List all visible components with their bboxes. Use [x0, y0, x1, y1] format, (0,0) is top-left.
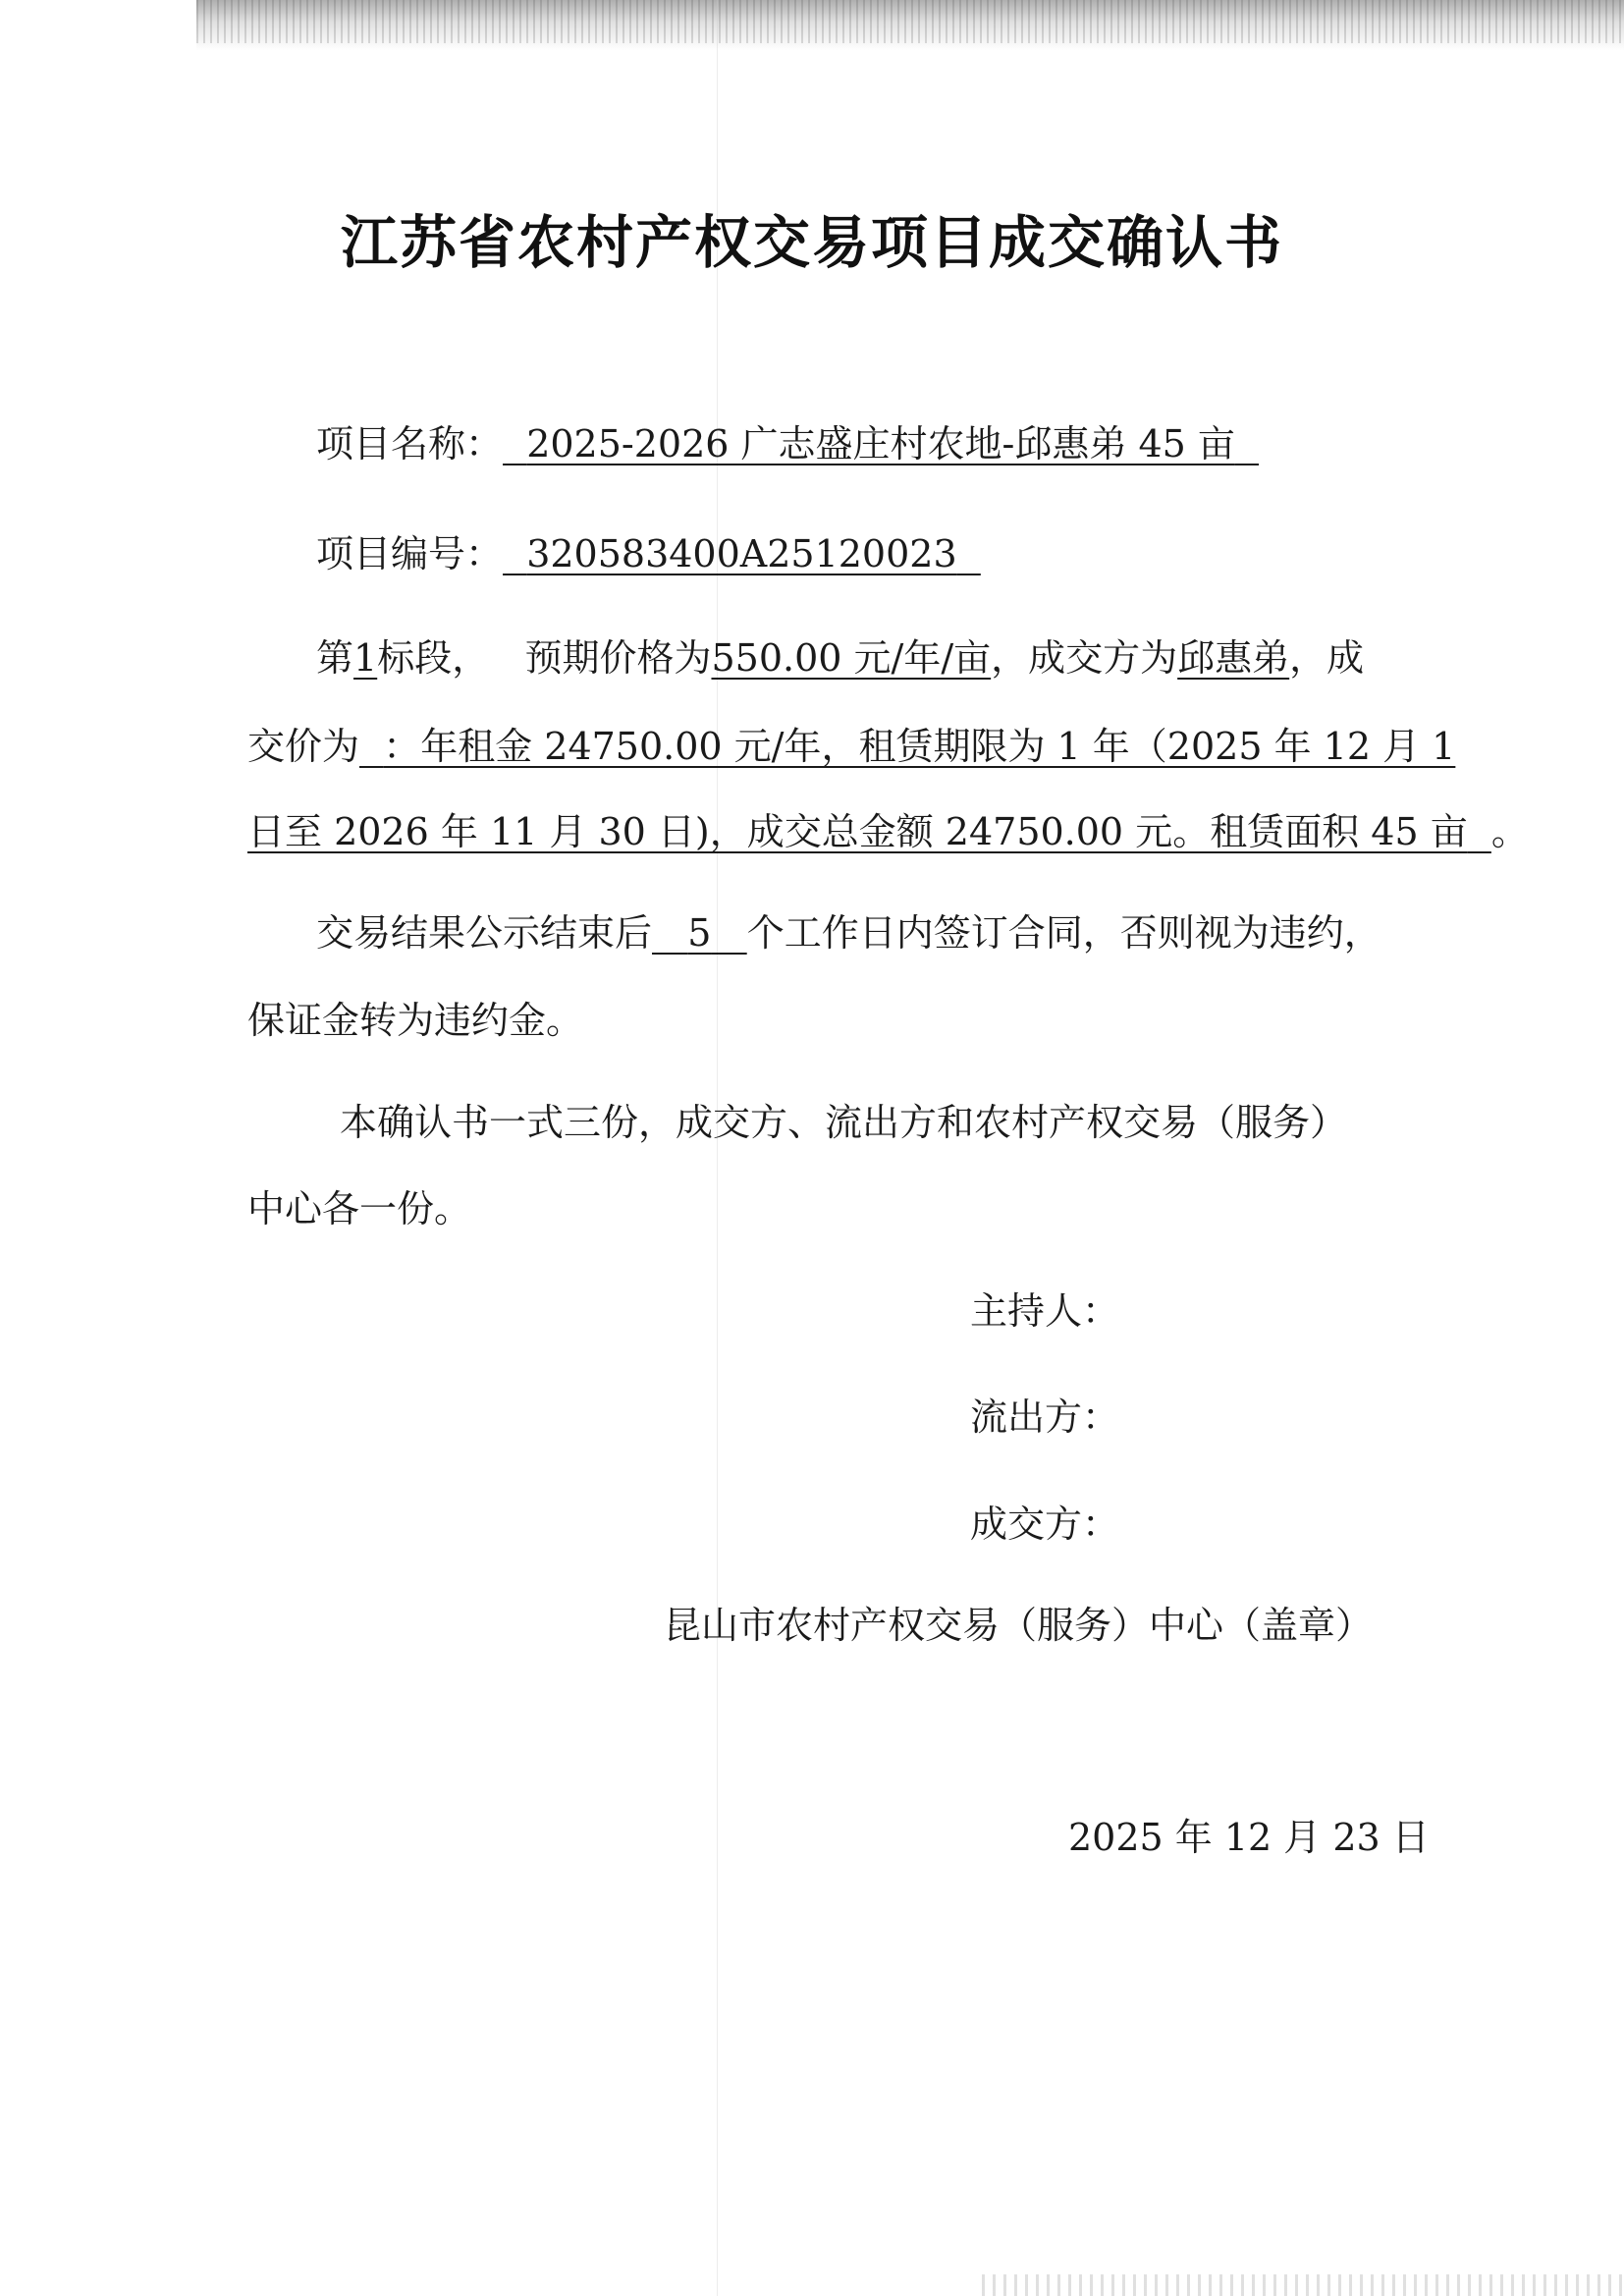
bid-prefix: 第	[316, 636, 354, 680]
deadline-prefix: 交易结果公示结束后	[316, 911, 653, 955]
project-code-line	[316, 529, 981, 578]
document-date: 2025 年 12 月 23 日	[1068, 1816, 1430, 1859]
buyer-name: 邱惠弟	[1177, 636, 1290, 680]
project-code-label: 项目编号：	[316, 532, 504, 575]
signature-transferor: 流出方：	[970, 1395, 1120, 1439]
buyer-label: ，成交方为	[991, 636, 1178, 680]
signature-buyer: 成交方：	[970, 1503, 1120, 1546]
result-detail-1: ：年租金 24750.00 元/年，租赁期限为 1 年（2025 年 12 月 1	[383, 725, 1456, 768]
project-name-line	[316, 419, 1259, 468]
paper-fold-line	[717, 0, 718, 2296]
deadline-line-2: 保证金转为违约金。	[247, 999, 584, 1042]
project-code-value: 320583400A25120023	[526, 532, 957, 575]
signature-host: 主持人：	[970, 1289, 1120, 1333]
copies-line-2: 中心各一份。	[247, 1187, 472, 1230]
section-number: 1	[353, 636, 378, 680]
copies-line-1: 本确认书一式三份，成交方、流出方和农村产权交易（服务）	[340, 1101, 1348, 1144]
bid-line	[316, 633, 1364, 683]
bid-line-end: ，成	[1289, 636, 1365, 680]
deadline-suffix: 个工作日内签订合同，否则视为违约，	[746, 911, 1381, 955]
result-line-1	[247, 722, 1455, 771]
section-suffix: 标段，	[377, 636, 490, 680]
result-detail-2: 日至 2026 年 11 月 30 日)，成交总金额 24750.00 元。租赁面积 45 亩	[247, 810, 1468, 853]
result-end: 。	[1490, 810, 1529, 853]
signature-center-seal: 昆山市农村产权交易（服务）中心（盖章）	[664, 1604, 1374, 1647]
deadline-days: 5	[687, 911, 712, 955]
result-line-2	[247, 807, 1529, 856]
project-name-value: 2025-2026 广志盛庄村农地-邱惠弟 45 亩	[526, 422, 1235, 465]
scan-noise-bottom	[982, 2274, 1624, 2296]
expected-price-value: 550.00 元/年/亩	[711, 636, 992, 680]
project-name-label: 项目名称：	[316, 422, 504, 465]
document-title: 江苏省农村产权交易项目成交确认书	[340, 209, 1283, 276]
scan-noise-top	[196, 0, 1624, 43]
result-prefix: 交价为	[247, 725, 360, 768]
deadline-line-1	[316, 908, 1381, 957]
expected-price-label: 预期价格为	[524, 636, 712, 680]
